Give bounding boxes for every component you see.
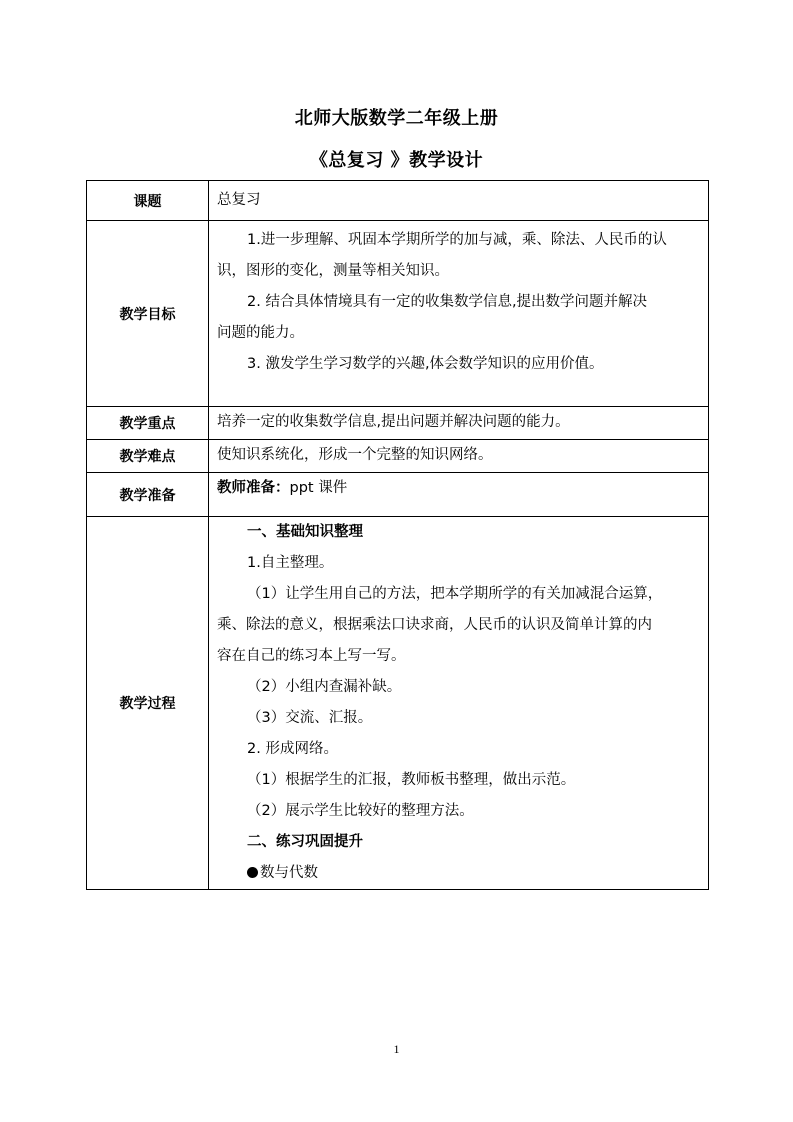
label-objectives: 教学目标 <box>87 221 209 407</box>
difficulties-text: 使知识系统化，形成一个完整的知识网络。 <box>217 447 493 463</box>
topic-text: 总复习 <box>217 192 261 208</box>
table-row-topic <box>87 181 709 221</box>
objective-line-2: 识，图形的变化，测量等相关知识。 <box>217 263 449 279</box>
table-row-process <box>87 517 709 890</box>
page-number: 1 <box>393 1042 400 1056</box>
process-bullet-line <box>217 858 700 889</box>
value-process <box>209 517 709 890</box>
process-item-1-1-line1: （1）让学生用自己的方法，把本学期所学的有关加减混合运算， <box>247 586 663 602</box>
process-item-1-1-line2: 乘、除法的意义，根据乘法口诀求商，人民币的认识及简单计算的内 <box>217 617 652 633</box>
preparation-line <box>217 477 700 499</box>
objective-line-5: 3. 激发学生学习数学的兴趣,体会数学知识的应用价值。 <box>247 356 604 372</box>
table-row-key-points <box>87 407 709 440</box>
process-item-1-1-line3: 容在自己的练习本上写一写。 <box>217 648 406 664</box>
process-item-2-1: （1）根据学生的汇报，教师板书整理，做出示范。 <box>247 772 576 788</box>
value-key-points <box>209 407 709 440</box>
value-objectives <box>209 221 709 407</box>
objective-line-4: 问题的能力。 <box>217 325 304 341</box>
label-preparation: 教学准备 <box>87 473 209 517</box>
value-difficulties <box>209 440 709 473</box>
table-row-difficulties <box>87 440 709 473</box>
bullet-icon <box>247 867 258 878</box>
label-difficulties: 教学难点 <box>87 440 209 473</box>
value-topic <box>209 181 709 221</box>
process-item-1: 1.自主整理。 <box>247 555 334 571</box>
label-key-points: 教学重点 <box>87 407 209 440</box>
objective-line-1: 1.进一步理解、巩固本学期所学的加与减，乘、除法、人民币的认 <box>247 232 667 248</box>
process-item-1-2: （2）小组内查漏补缺。 <box>247 679 402 695</box>
process-section2-heading: 二、练习巩固提升 <box>247 834 363 850</box>
key-points-text: 培养一定的收集数学信息,提出问题并解决问题的能力。 <box>217 414 570 430</box>
process-item-2: 2. 形成网络。 <box>247 741 338 757</box>
objective-line-3: 2. 结合具体情境具有一定的收集数学信息,提出数学问题并解决 <box>247 294 648 310</box>
process-bullet-text: 数与代数 <box>260 865 318 881</box>
document-subtitle: 《总复习 》教学设计 <box>309 150 484 171</box>
label-topic: 课题 <box>87 181 209 221</box>
value-preparation <box>209 473 709 517</box>
document-title: 北师大版数学二年级上册 <box>294 108 499 129</box>
table-row-objectives <box>87 221 709 407</box>
process-section1-heading: 一、基础知识整理 <box>247 524 363 540</box>
table-row-preparation <box>87 473 709 517</box>
label-process: 教学过程 <box>87 517 209 890</box>
lesson-plan-table <box>86 180 709 890</box>
preparation-prefix: 教师准备： <box>217 480 290 496</box>
process-item-1-3: （3）交流、汇报。 <box>247 710 373 726</box>
preparation-text: ppt 课件 <box>289 480 348 496</box>
process-item-2-2: （2）展示学生比较好的整理方法。 <box>247 803 474 819</box>
